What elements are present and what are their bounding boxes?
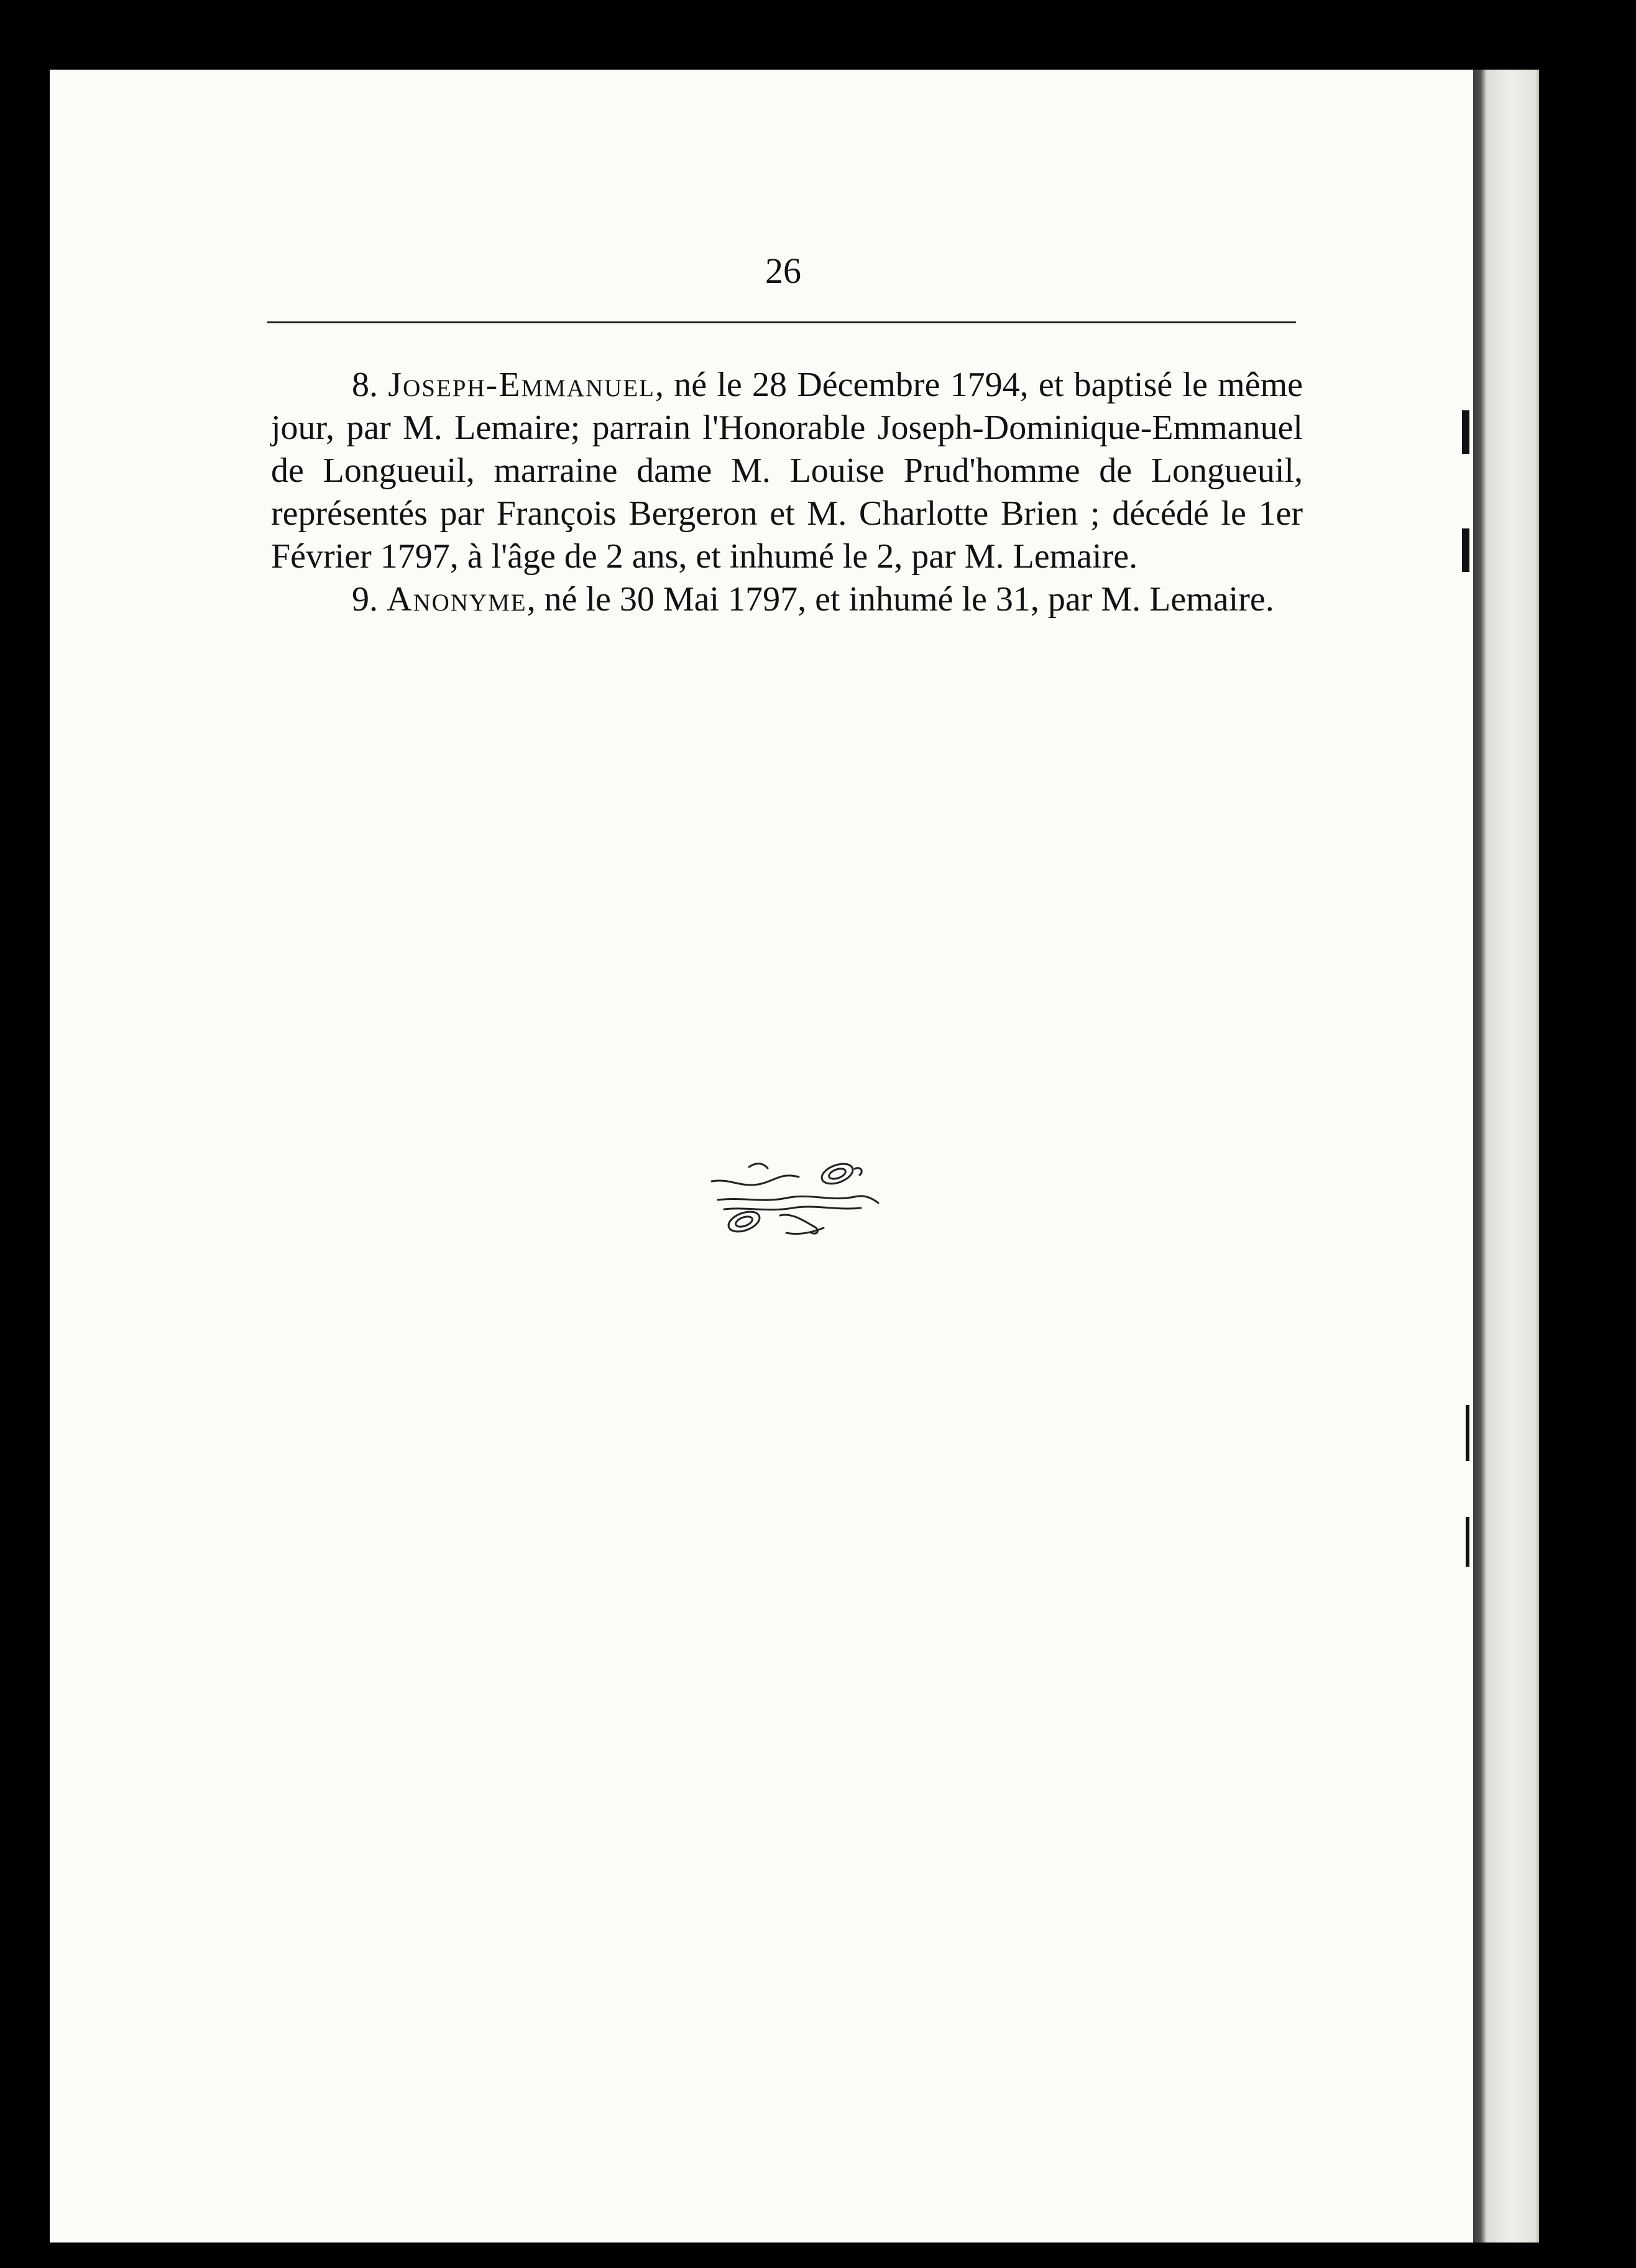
scan-edge-mark <box>1462 410 1469 454</box>
scan-top-border <box>0 0 1636 70</box>
entry-9 <box>271 578 1303 621</box>
entry-name: Joseph-Emmanuel <box>388 366 655 404</box>
scan-right-border <box>1539 70 1636 2243</box>
page-number: 26 <box>765 251 801 291</box>
header-rule <box>267 321 1296 323</box>
entry-name: Anonyme <box>387 580 527 619</box>
scan-edge-mark <box>1462 528 1469 572</box>
entry-text: , né le 30 Mai 1797, et inhumé le 31, par M. Lemaire. <box>526 580 1274 619</box>
entry-number: 9. <box>352 580 378 619</box>
scroll-flourish-icon <box>705 1153 883 1247</box>
body-text <box>271 364 1303 621</box>
entry-text: , né le 28 Décembre 1794, et baptisé le même jour, par M. Lemaire; parrain l'Honorable Joseph-Dominique-Emmanuel de Longueuil, marraine dame M. Louise Prud'homme de Longueuil, représentés par François Bergeron et M. Charlotte Brien ; décédé le 1er Février 1797, à l'âge de 2 ans, et inhumé le 2, par M. Lemaire. <box>271 366 1303 576</box>
scan-bottom-border <box>0 2243 1636 2268</box>
scan-edge-mark <box>1466 1517 1469 1567</box>
page-fold-shadow <box>1473 70 1539 2243</box>
scan-edge-mark <box>1466 1405 1469 1461</box>
entry-number: 8. <box>352 366 378 404</box>
entry-8 <box>271 364 1303 578</box>
